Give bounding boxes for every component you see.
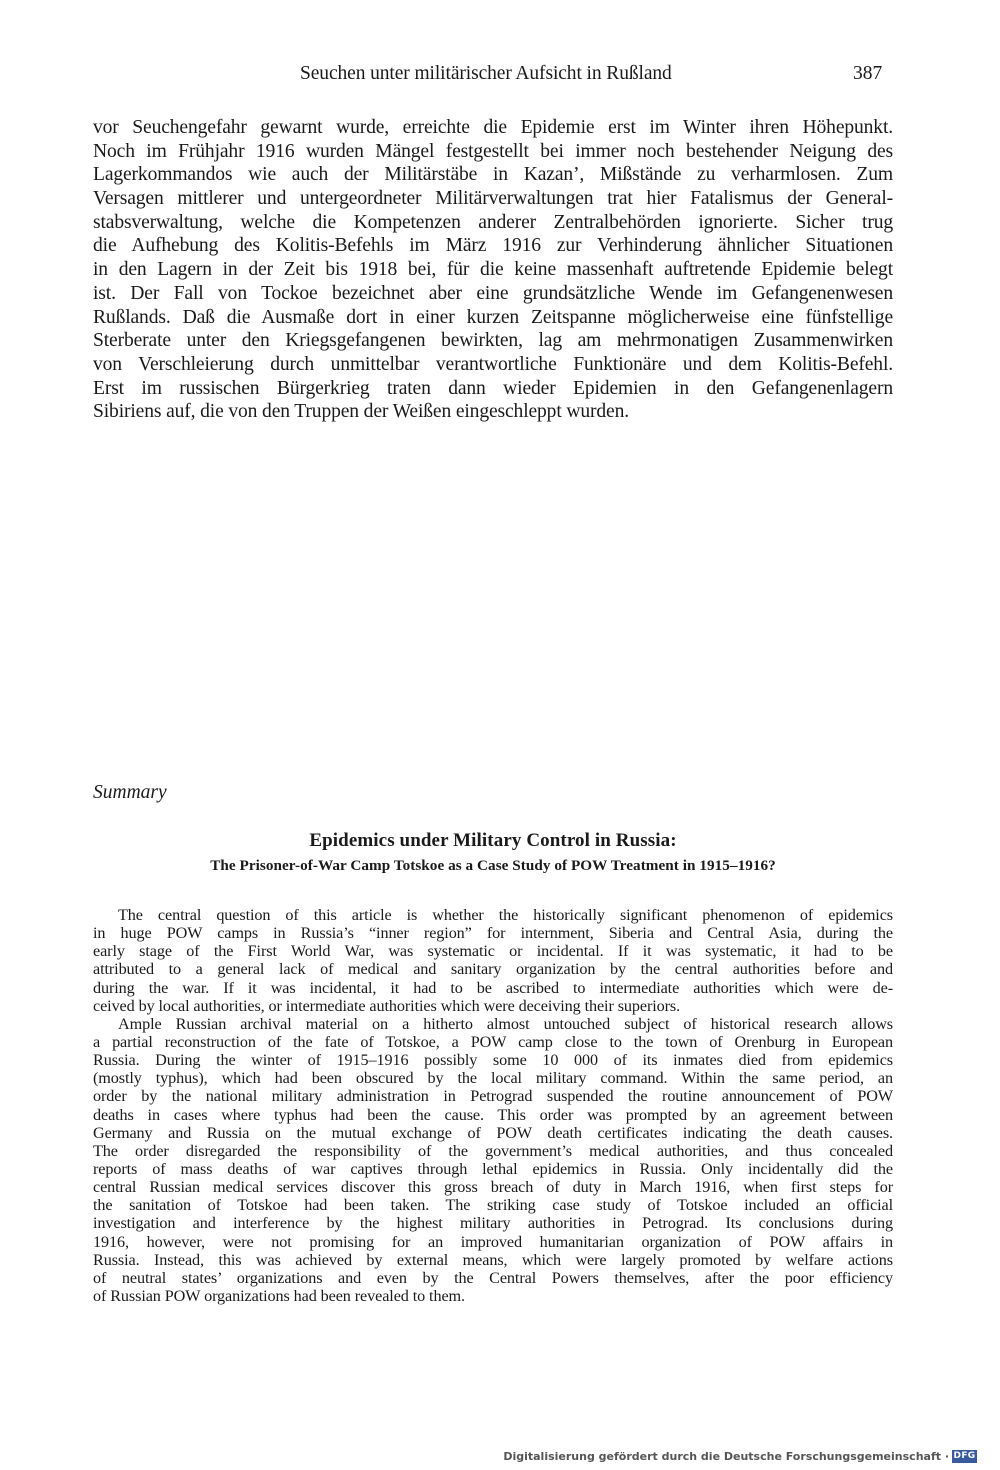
credit-text: Digitalisierung gefördert durch die Deutsche Forschungsgemeinschaft ·: [503, 1449, 949, 1463]
dfg-logo: DFG: [953, 1450, 976, 1461]
body-line: ist. Der Fall von Tockoe bezeichnet aber eine grundsätzliche Wende im Gefangenenwesen: [93, 282, 893, 304]
summary-line: of neutral states’ organizations and even by the Central Powers themselves, after the poor efficiency: [93, 1268, 893, 1287]
summary-line: during the war. If it was incidental, it had to be ascribed to intermediate authorities which were de-: [93, 978, 893, 997]
summary-line: the sanitation of Totskoe had been taken. The striking case study of Totskoe included an official: [93, 1196, 893, 1215]
body-line: Rußlands. Daß die Ausmaße dort in einer kurzen Zeitspanne möglicherweise eine fünfstellige: [93, 306, 893, 328]
summary-line: reports of mass deaths of war captives through lethal epidemics in Russia. Only incidentally did the: [93, 1159, 893, 1178]
summary-line: order by the national military administration in Petrograd suspended the routine announcement of POW: [93, 1087, 893, 1106]
body-line: Versagen mittlerer und untergeordneter Militärverwaltungen trat hier Fatalismus der General-: [93, 188, 893, 210]
summary-line: a partial reconstruction of the fate of Totskoe, a POW camp close to the town of Orenburg in European: [93, 1032, 893, 1051]
summary-title: Epidemics under Military Control in Russia:: [309, 830, 677, 851]
summary-subtitle: The Prisoner-of-War Camp Totskoe as a Case Study of POW Treatment in 1915–1916?: [210, 857, 776, 874]
body-line: Sibiriens auf, die von den Truppen der Weißen eingeschleppt wurden.: [93, 401, 629, 423]
body-line: Erst im russischen Bürgerkrieg traten dann wieder Epidemien in den Gefangenenlagern: [93, 377, 893, 399]
body-line: die Aufhebung des Kolitis-Befehls im März 1916 zur Verhinderung ähnlicher Situationen: [93, 235, 893, 257]
running-head: [0, 63, 1000, 89]
body-paragraph: [93, 116, 893, 424]
summary-line: in huge POW camps in Russia’s “inner region” for internment, Siberia and Central Asia, during the: [93, 924, 893, 943]
summary-line: (mostly typhus), which had been obscured by the local military command. Within the same period, an: [93, 1069, 893, 1088]
summary-line: 1916, however, were not promising for an improved humanitarian organization of POW affairs in: [93, 1232, 893, 1251]
body-line: vor Seuchengefahr gewarnt wurde, erreichte die Epidemie erst im Winter ihren Höhepunkt.: [93, 117, 893, 138]
summary-line: early stage of the First World War, was systematic or incidental. If it was systematic, it had to be: [93, 942, 893, 961]
summary-line: The central question of this article is whether the historically significant phenomenon of epidemics: [118, 906, 893, 924]
body-line: von Verschleierung durch unmittelbar verantwortliche Funktionäre und dem Kolitis-Befehl.: [93, 353, 893, 375]
body-line: Lagerkommandos wie auch der Militärstäbe in Kazan’, Mißstände zu verharmlosen. Zum: [93, 164, 893, 186]
body-line: in den Lagern in der Zeit bis 1918 bei, für die keine massenhaft auftretende Epidemie belegt: [93, 259, 893, 281]
summary-line: of Russian POW organizations had been revealed to them.: [93, 1286, 465, 1305]
body-line: Noch im Frühjahr 1916 wurden Mängel festgestellt bei immer noch bestehender Neigung des: [93, 140, 893, 162]
digitization-credit: [503, 1448, 977, 1464]
summary-line: ceived by local authorities, or intermediate authorities which were deceiving their superiors.: [93, 996, 681, 1015]
summary-line: Russia. Instead, this was achieved by external means, which were largely promoted by welfare actions: [93, 1250, 893, 1269]
summary-line: investigation and interference by the highest military authorities in Petrograd. Its conclusions during: [93, 1214, 893, 1233]
summary-line: The order disregarded the responsibility of the government’s medical authorities, and thus concealed: [93, 1141, 893, 1160]
summary-line: Ample Russian archival material on a hitherto almost untouched subject of historical research allows: [118, 1014, 893, 1033]
running-title: Seuchen unter militärischer Aufsicht in Rußland: [300, 63, 672, 84]
summary-paragraphs: [93, 906, 893, 1305]
body-line: Sterberate unter den Kriegsgefangenen bewirkten, lag am mehrmonatigen Zusammenwirken: [93, 330, 893, 352]
summary-line: attributed to a general lack of medical and sanitary organization by the central authorities before and: [93, 960, 893, 979]
summary-line: Russia. During the winter of 1915–1916 possibly some 10 000 of its inmates died from epidemics: [93, 1051, 893, 1070]
summary-line: Germany and Russia on the mutual exchange of POW death certificates indicating the death causes.: [93, 1123, 893, 1142]
page-number: 387: [853, 63, 883, 84]
summary-line: central Russian medical services discover this gross breach of duty in March 1916, when first steps for: [93, 1178, 893, 1197]
body-line: stabsverwaltung, welche die Kompetenzen anderer Zentralbehörden ignorierte. Sicher trug: [93, 211, 893, 233]
summary-label: Summary: [93, 782, 167, 803]
summary-line: deaths in cases where typhus had been the cause. This order was prompted by an agreement between: [93, 1105, 893, 1124]
